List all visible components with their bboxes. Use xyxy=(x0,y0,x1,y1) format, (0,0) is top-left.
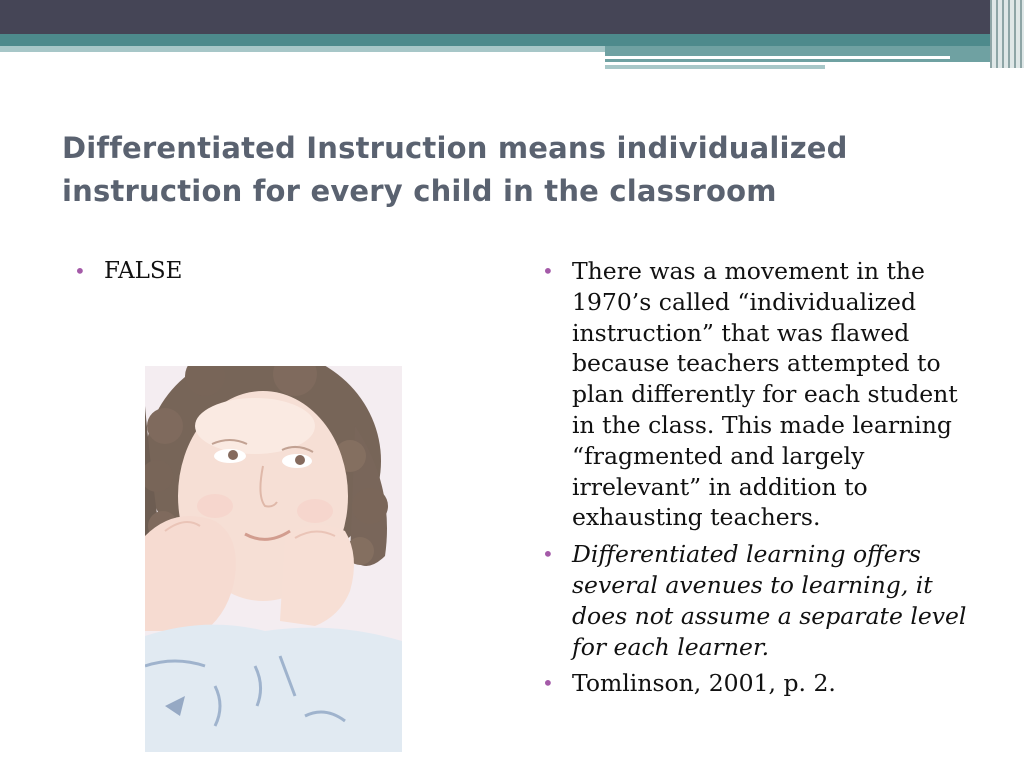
bullet-icon: • xyxy=(542,671,554,696)
bullet-icon: • xyxy=(542,542,554,567)
header-band-block xyxy=(605,46,990,62)
header-band-line xyxy=(605,56,950,59)
list-item xyxy=(540,539,980,662)
slide-title: Differentiated Instruction means individualized instruction for every child in the classroom xyxy=(62,131,848,208)
bullet-text: There was a movement in the 1970’s called “individualized instruction” that was flawed because teachers attempted to plan differently for each student in the class. This made learning “fragmented and largely irrelevant” in addition to exhausting teachers. xyxy=(572,257,958,532)
header-band-dark xyxy=(0,0,1024,34)
list-item xyxy=(540,256,980,533)
header-band-teal xyxy=(0,34,990,46)
bullet-text: Tomlinson, 2001, p. 2. xyxy=(572,669,836,698)
left-column xyxy=(72,256,452,293)
right-bullet-list xyxy=(540,256,980,699)
header-stripes xyxy=(990,0,1024,68)
list-item xyxy=(540,668,980,699)
right-column xyxy=(540,256,980,705)
bullet-text: Differentiated learning offers several avenues to learning, it does not assume a separate level for each learner. xyxy=(572,540,967,661)
list-item xyxy=(72,256,452,287)
bullet-icon: • xyxy=(542,259,554,283)
header-band-teal-light xyxy=(0,46,605,52)
header-band-line xyxy=(605,65,825,69)
bullet-icon: • xyxy=(74,259,86,283)
left-bullet-list xyxy=(72,256,452,287)
bullet-text: FALSE xyxy=(104,258,183,284)
child-thinking-photo xyxy=(145,366,402,752)
